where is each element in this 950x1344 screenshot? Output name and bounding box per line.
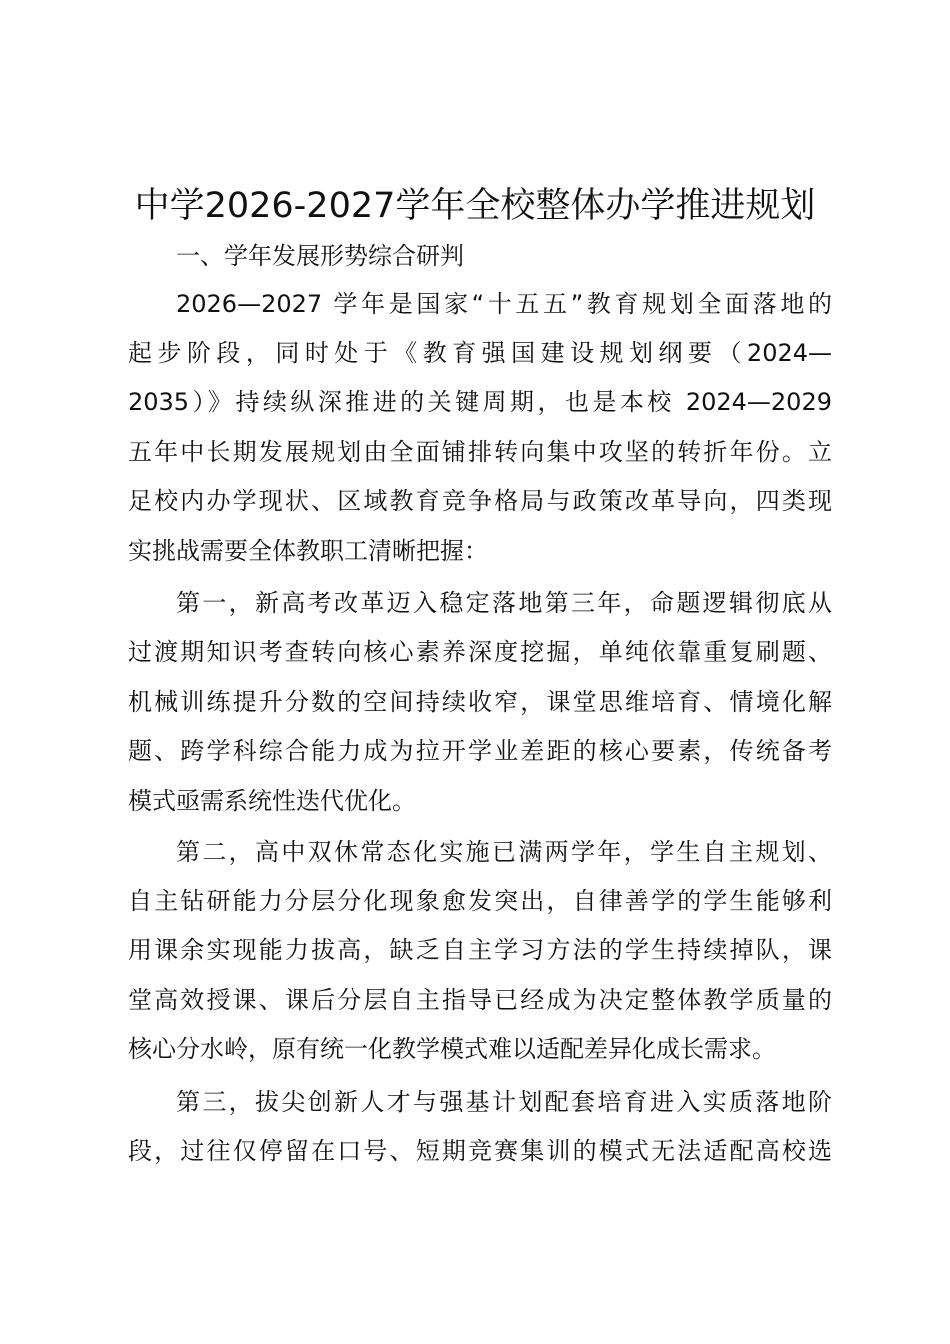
paragraph-line: 实挑战需要全体教职工清晰把握： — [128, 537, 488, 565]
paragraph-line: 起步阶段，同时处于《教育强国建设规划纲要（2024— — [128, 339, 832, 367]
paragraph-line: 第一，新高考改革迈入稳定落地第三年，命题逻辑彻底从 — [176, 589, 832, 617]
paragraph-line: 段，过往仅停留在口号、短期竞赛集训的模式无法适配高校选 — [128, 1137, 832, 1165]
paragraph-line: 自主钻研能力分层分化现象愈发突出，自律善学的学生能够利 — [128, 887, 832, 915]
paragraph-line: 过渡期知识考查转向核心素养深度挖掘，单纯依靠重复刷题、 — [128, 638, 832, 666]
paragraph-line: 2035）》持续纵深推进的关键周期，也是本校 2024—2029 — [128, 388, 832, 416]
paragraph-line: 核心分水岭，原有统一化教学模式难以适配差异化成长需求。 — [128, 1035, 776, 1063]
document-title: 中学2026-2027学年全校整体办学推进规划 — [134, 186, 816, 226]
paragraph-line: 2026—2027 学年是国家“十五五”教育规划全面落地的 — [176, 290, 832, 318]
paragraph-line: 足校内办学现状、区域教育竞争格局与政策改革导向，四类现 — [128, 487, 832, 515]
paragraph-line: 五年中长期发展规划由全面铺排转向集中攻坚的转折年份。立 — [128, 438, 832, 466]
paragraph-line: 模式亟需系统性迭代优化。 — [128, 787, 416, 815]
section-heading: 一、学年发展形势综合研判 — [176, 242, 464, 270]
paragraph-line: 第三，拔尖创新人才与强基计划配套培育进入实质落地阶 — [176, 1088, 832, 1116]
paragraph-line: 机械训练提升分数的空间持续收窄，课堂思维培育、情境化解 — [128, 688, 832, 716]
paragraph-line: 题、跨学科综合能力成为拉开学业差距的核心要素，传统备考 — [128, 737, 832, 765]
paragraph-line: 用课余实现能力拔高，缺乏自主学习方法的学生持续掉队，课 — [128, 936, 832, 964]
paragraph-line: 堂高效授课、课后分层自主指导已经成为决定整体教学质量的 — [128, 986, 832, 1014]
paragraph-line: 第二，高中双休常态化实施已满两学年，学生自主规划、 — [176, 838, 832, 866]
